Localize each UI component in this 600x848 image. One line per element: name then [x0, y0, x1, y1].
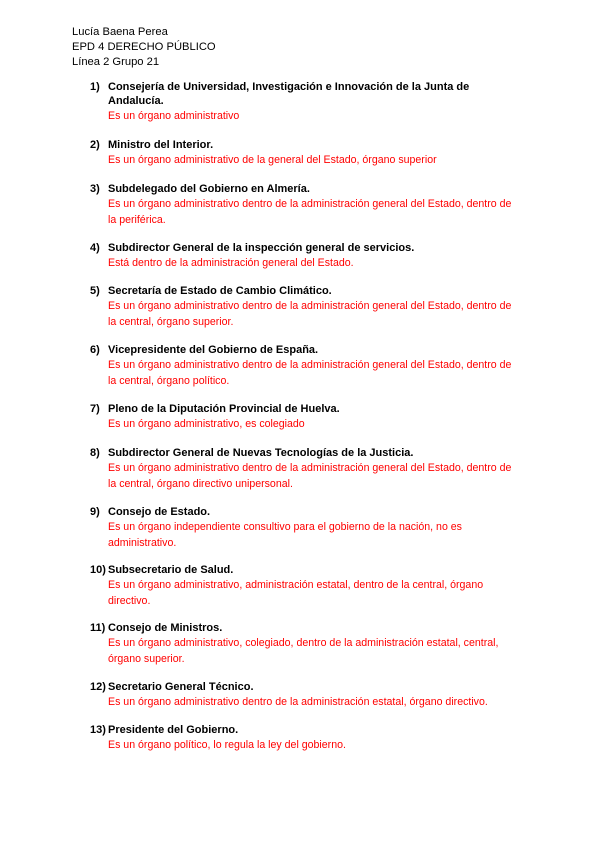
item-question: Subdirector General de la inspección general de servicios.	[108, 242, 415, 254]
item-question: Secretaría de Estado de Cambio Climático.	[108, 285, 332, 297]
item-number: 8)	[90, 447, 100, 459]
item-answer: Es un órgano administrativo, es colegiado	[108, 418, 305, 430]
item-answer: Es un órgano administrativo, administración estatal, dentro de la central, órgano directivo.	[108, 579, 484, 607]
item-answer: Es un órgano administrativo dentro de la administración general del Estado, dentro de la central, órgano directivo unipersonal.	[108, 462, 512, 490]
item-question: Vicepresidente del Gobierno de España.	[108, 344, 319, 356]
group-label: Línea 2 Grupo 21	[72, 56, 160, 68]
item-answer: Es un órgano administrativo dentro de la administración estatal, órgano directivo.	[108, 696, 488, 708]
item-answer: Es un órgano administrativo dentro de la administración general del Estado, dentro de la central, órgano superior.	[108, 300, 512, 328]
item-question: Subdirector General de Nuevas Tecnologías de la Justicia.	[108, 447, 414, 459]
item-answer: Es un órgano administrativo dentro de la administración general del Estado, dentro de la central, órgano político.	[108, 359, 512, 387]
subject-title: EPD 4 DERECHO PÚBLICO	[72, 41, 216, 53]
item-answer: Es un órgano político, lo regula la ley del gobierno.	[108, 739, 346, 751]
item-question: Consejo de Ministros.	[108, 622, 223, 634]
item-number: 3)	[90, 183, 100, 195]
item-question: Pleno de la Diputación Provincial de Huelva.	[108, 403, 340, 415]
item-question: Secretario General Técnico.	[108, 681, 254, 693]
item-number: 10)	[90, 564, 106, 576]
item-number: 11)	[90, 622, 106, 634]
item-number: 1)	[90, 81, 100, 93]
item-number: 4)	[90, 242, 100, 254]
item-question: Subdelegado del Gobierno en Almería.	[108, 183, 310, 195]
item-question: Ministro del Interior.	[108, 139, 214, 151]
item-number: 5)	[90, 285, 100, 297]
item-number: 6)	[90, 344, 100, 356]
item-number: 2)	[90, 139, 100, 151]
item-number: 12)	[90, 681, 106, 693]
item-question: Subsecretario de Salud.	[108, 564, 234, 576]
item-answer: Es un órgano administrativo	[108, 110, 240, 122]
author-name: Lucía Baena Perea	[72, 26, 168, 38]
item-answer: Es un órgano independiente consultivo para el gobierno de la nación, no es administrativo.	[108, 521, 462, 549]
item-number: 7)	[90, 403, 100, 415]
item-question: Consejo de Estado.	[108, 506, 211, 518]
item-answer: Es un órgano administrativo de la general del Estado, órgano superior	[108, 154, 437, 166]
item-question: Consejería de Universidad, Investigación e Innovación de la Junta de Andalucía.	[108, 81, 470, 107]
item-answer: Es un órgano administrativo dentro de la administración general del Estado, dentro de la periférica.	[108, 198, 512, 226]
item-question: Presidente del Gobierno.	[108, 724, 239, 736]
document-header	[72, 25, 216, 70]
item-number: 9)	[90, 506, 100, 518]
item-number: 13)	[90, 724, 106, 736]
item-answer: Es un órgano administrativo, colegiado, dentro de la administración estatal, central, órgano superior.	[108, 637, 499, 665]
item-answer: Está dentro de la administración general del Estado.	[108, 257, 354, 269]
